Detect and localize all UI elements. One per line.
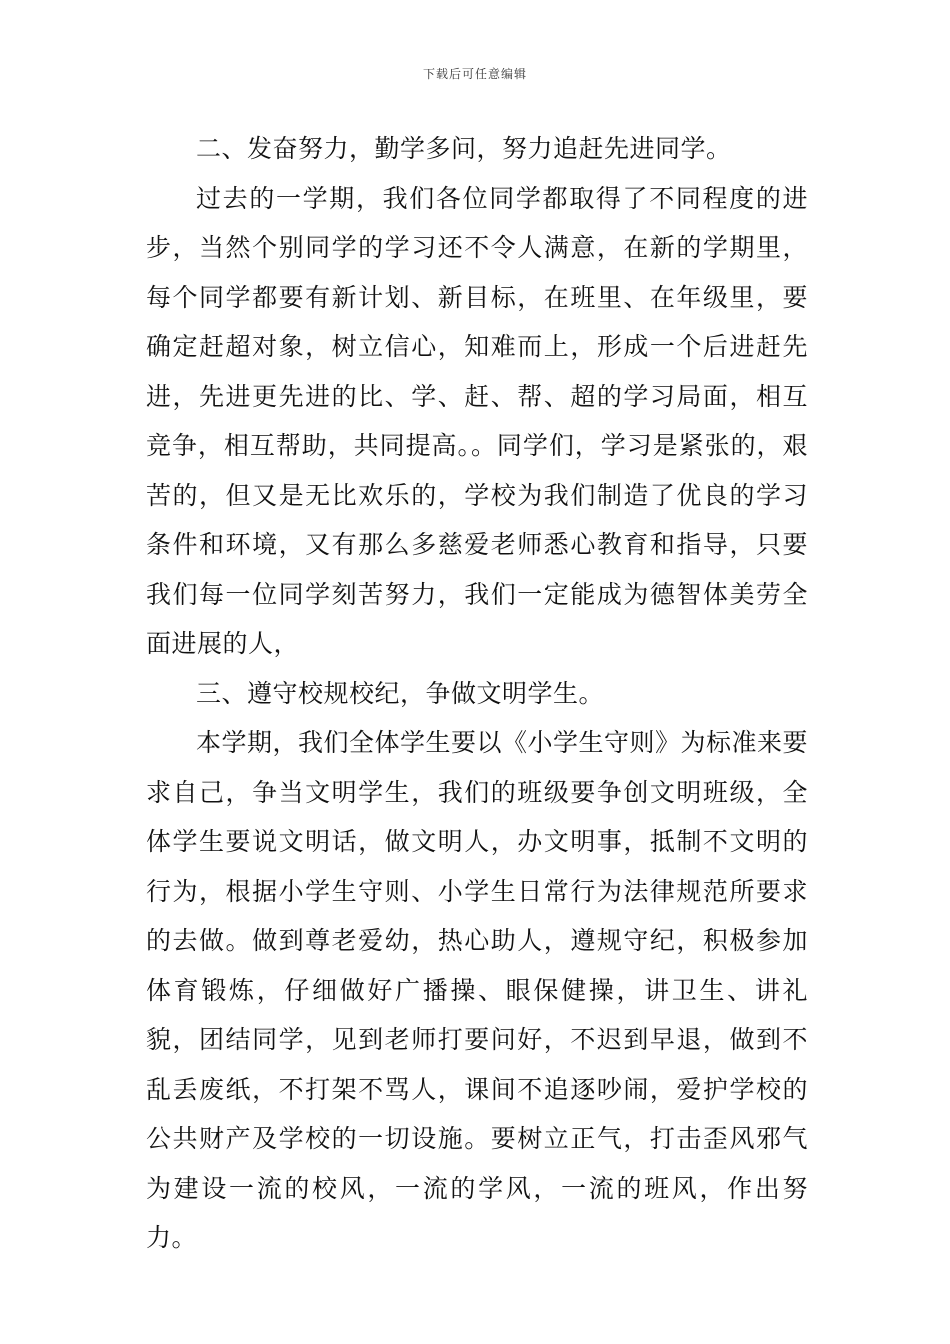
- header-note: 下载后可任意编辑: [422, 67, 527, 81]
- body-paragraph: 本学期，我们全体学生要以《小学生守则》为标准来要求自己，争当文明学生，我们的班级要争创文明班级，全体学生要说文明话，做文明人，办文明事，抵制不文明的行为，根据小学生守则、小学生日常行为法律规范所要求的去做。做到尊老爱幼，热心助人，遵规守纪，积极参加体育锻炼，仔细做好广播操、眼保健操，讲卫生、讲礼貌，团结同学，见到老师打要问好，不迟到早退，做到不乱丢废纸，不打架不骂人，课间不追逐吵闹，爱护学校的公共财产及学校的一切设施。要树立正气，打击歪风邪气为建设一流的校风，一流的学风，一流的班风，作出努力。: [146, 728, 809, 1252]
- section-heading-3: 三、遵守校规校纪，争做文明学生。: [196, 678, 605, 708]
- body-paragraph: 过去的一学期，我们各位同学都取得了不同程度的进步，当然个别同学的学习还不令人满意，在新的学期里，每个同学都要有新计划、新目标，在班里、在年级里，要确定赶超对象，树立信心，知难而上，形成一个后进赶先进，先进更先进的比、学、赶、帮、超的学习局面，相互竞争，相互帮助，共同提高。。同学们，学习是紧张的，艰苦的，但又是无比欢乐的，学校为我们制造了优良的学习条件和环境，又有那么多慈爱老师悉心教育和指导，只要我们每一位同学刻苦努力，我们一定能成为德智体美劳全面进展的人，: [146, 183, 808, 658]
- document-body: [146, 124, 808, 1263]
- section-heading-2: 二、发奋努力，勤学多问，努力追赶先进同学。: [196, 134, 732, 163]
